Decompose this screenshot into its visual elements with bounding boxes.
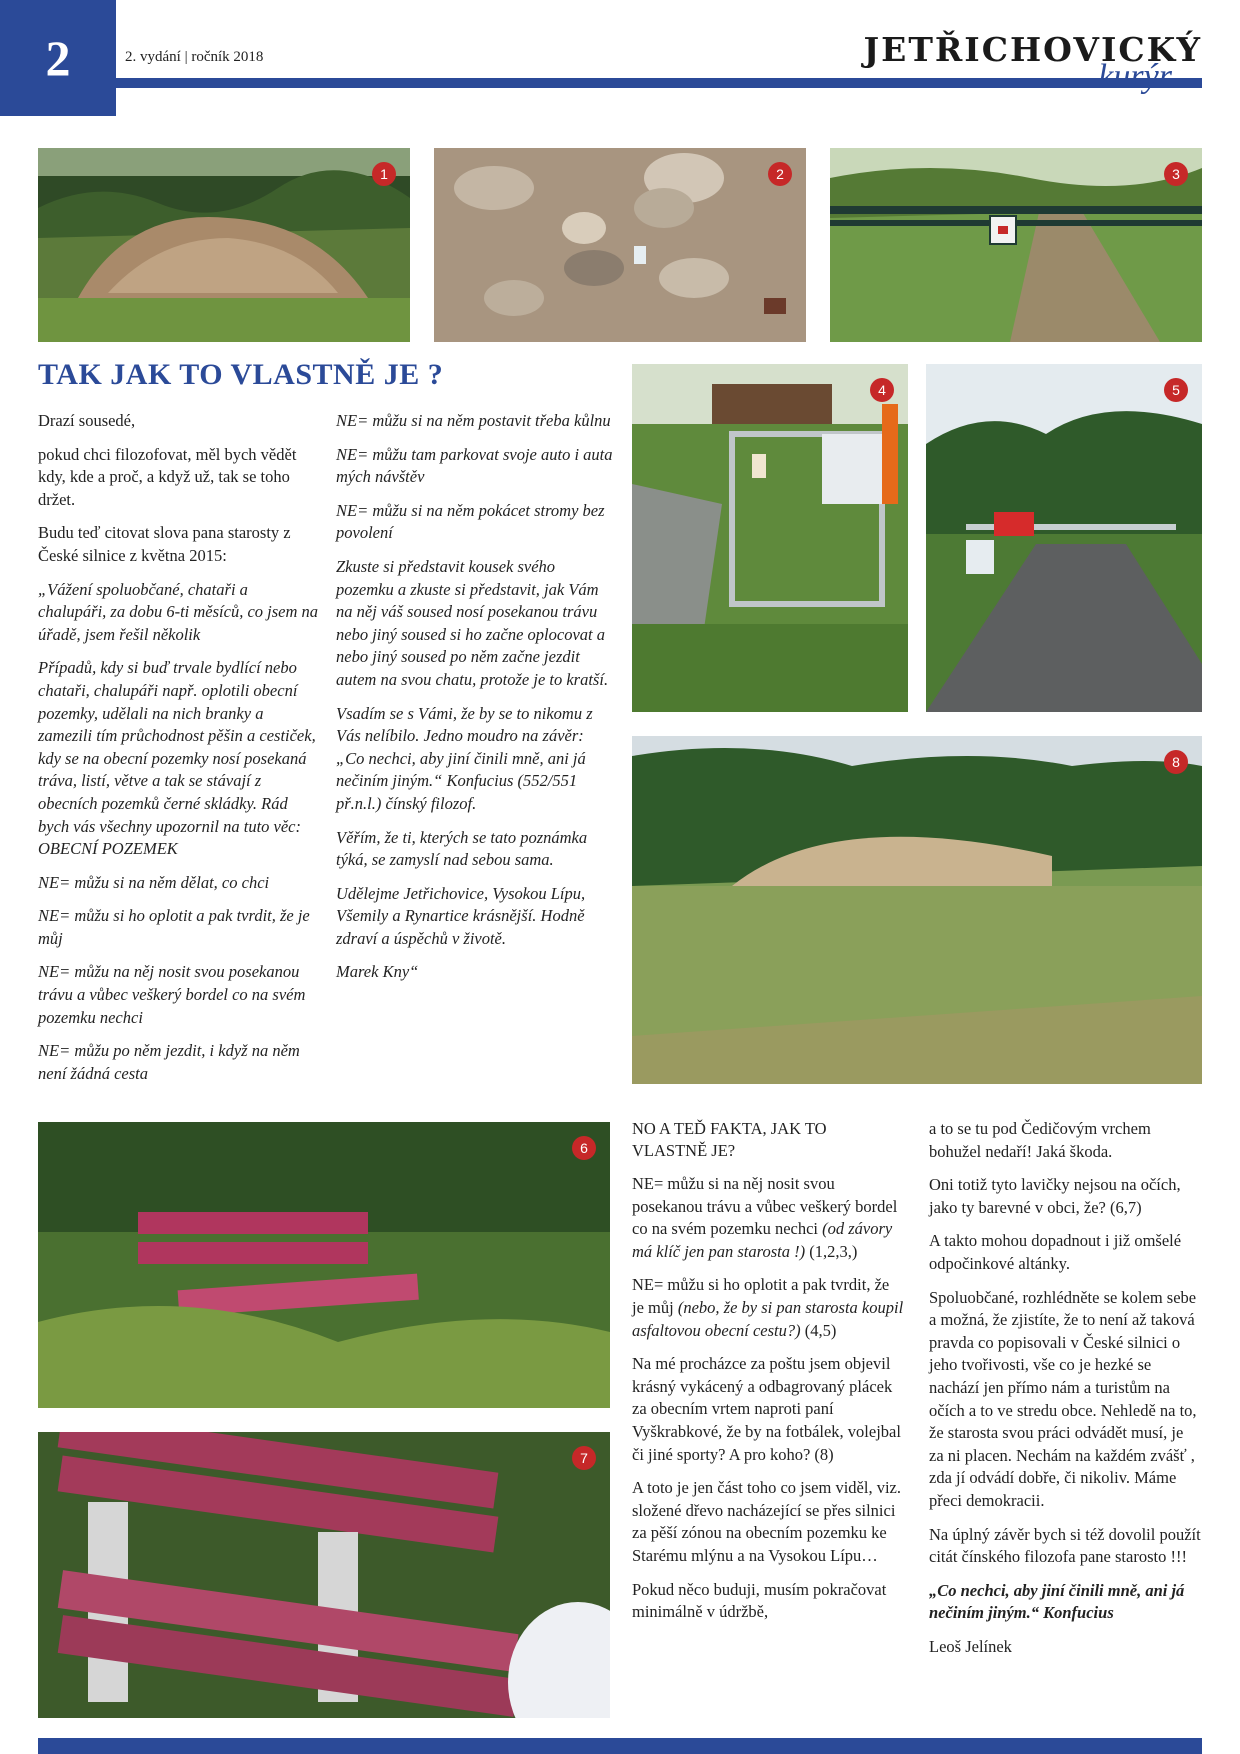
quote-item: NE= můžu si na něm pokácet stromy bez povolení [336,500,605,543]
photo-badge-5: 5 [1164,378,1188,402]
photo-6-bench-grass [38,1122,610,1408]
paragraph-text: NE= můžu si na něj nosit svou posekanou trávu a vůbec veškerý bordel co na svém pozemku nechci [632,1174,898,1239]
photo-2-rubble [434,148,806,342]
paragraph: Spoluobčané, rozhlédněte se kolem sebe a možná, že zjistíte, že to není až taková pravda co popisovali v České silnici o jeho tvořivosti, vše co je hezké se nachází jen přímo nám a turistům na očích a to ve stredu obce. Nehledě na to, že starosta svou práci odvádět musí, je za ni placen. Nechám na každém zvášť , zda jí odvádí dobře, či nikoliv. Máme přeci demokracii. [929,1287,1197,1510]
section-heading: NO A TEĎ FAKTA, JAK TO VLASTNĚ JE? [632,1119,827,1160]
photo-4-fence [632,364,908,712]
photo-badge-4: 4 [870,378,894,402]
quote-item: NE= můžu si na něm postavit třeba kůlnu [336,411,611,430]
photo-badge-2: 2 [768,162,792,186]
photo-badge-6: 6 [572,1136,596,1160]
author-signature: Leoš Jelínek [929,1636,1012,1656]
article1-column-1 [38,410,318,1096]
quote-paragraph: Zkuste si představit kousek svého pozemku a zkuste si představit, jak Vám na něj váš soused nosí posekanou trávu nebo jiný soused si ho začne oplocovat a nebo jiný soused po něm začne jezdit autem na svou chatu, protože je to kratší. [336,556,609,689]
quote-paragraph: Případů, kdy si buď trvale bydlící nebo chataři, chalupáři např. oplotili obecní pozemky, udělali na nich branky a zamezili tím průchodnost pěšin a cestiček, kdy se na obecní pozemky nosí posekaná tráva, listí, větve a tak se stávají z obecních pozemků černé skládky. Rád bych vás všechny upozornil na tuto věc: OBECNÍ POZEMEK [38,658,316,859]
masthead-logo [863,30,1202,95]
photo-3-barrier-gate [830,148,1202,342]
paragraph: A takto mohou dopadnout i již omšelé odpočinkové altánky. [929,1231,1182,1273]
paragraph-text: NE= můžu si ho oplotit a pak tvrdit, že je můj [632,1275,890,1317]
quote-signature: Marek Kny“ [336,962,419,982]
photo-badge-8: 8 [1164,750,1188,774]
photo-7-bench-closeup [38,1432,610,1718]
paragraph [632,1274,904,1342]
salutation: Drazí sousedé, [38,411,136,430]
photo-badge-3: 3 [1164,162,1188,186]
paragraph: Na úplný závěr bych si též dovolil použít citát čínského filozofa pane starosto !!! [929,1524,1201,1567]
photo-reference: (4,5) [800,1320,837,1340]
footer-rule [38,1738,1202,1754]
paragraph: Pokud něco buduji, musím pokračovat minimálně v údržbě, [632,1579,887,1622]
quote-item: NE= můžu tam parkovat svoje auto i auta mých návštěv [336,444,613,487]
quote-paragraph: Udělejme Jetřichovice, Vysokou Lípu, Všemily a Rynartice krásnější. Hodně zdraví a úspěchů v životě. [336,883,586,948]
photo-badge-7: 7 [572,1446,596,1470]
photo-reference: (1,2,3,) [805,1241,858,1261]
masthead-title: JETŘICHOVICKÝ [863,30,1202,69]
quote-item: NE= můžu si ho oplotit a pak tvrdit, že je můj [38,906,310,948]
paragraph: pokud chci filozofovat, měl bych vědět kdy, kde a proč, a když už, tak se toho držet. [38,444,297,509]
photo-1-soil-pile [38,148,410,342]
photo-8-meadow [632,736,1202,1084]
quote-item: NE= můžu na něj nosit svou posekanou trávu a vůbec veškerý bordel co na svém pozemku nechci [38,962,306,1027]
paragraph: Budu teď citovat slova pana starosty z České silnice z května 2015: [38,523,291,565]
page-number: 2 [45,30,71,86]
paragraph: Na mé procházce za poštu jsem objevil krásný vykácený a odbagrovaný plácek za obecním vrtem naproti paní Vyškrabkové, že by na fotbálek, volejbal či jiné sporty? A pro koho? (8) [632,1354,901,1464]
photo-badge-1: 1 [372,162,396,186]
quote-item: NE= můžu po něm jezdit, i když na něm není žádná cesta [38,1041,300,1083]
quote-paragraph: Věřím, že ti, kterých se tato poznámka týká, se zamyslí nad sebou sama. [336,827,588,870]
paragraph-note: (nebo, že by si pan starosta koupil asfaltovou obecní cestu?) [632,1297,904,1340]
article1-column-2 [336,410,616,995]
masthead-subtitle: kurýr [1098,58,1172,95]
issue-info: 2. vydání | ročník 2018 [125,49,264,65]
article2-column-1 [632,1118,904,1635]
quote-paragraph: Vsadím se s Vámi, že by se to nikomu z Vás nelíbilo. Jedno moudro na závěr: „Co nechci, aby jiní činili mně, ani já nečiním jiným.“ Konfucius (552/551 př.n.l.) čínský filozof. [336,703,593,813]
paragraph: Oni totiž tyto lavičky nejsou na očích, jako ty barevné v obci, že? (6,7) [929,1175,1181,1217]
paragraph: A toto je jen část toho co jsem viděl, viz. složené dřevo nacházející se přes silnici za pěší zónou na obecním pozemku ke Starému mlýnu a na Vysokou Lípu… [632,1478,901,1565]
paragraph [632,1173,904,1263]
paragraph: a to se tu pod Čedičovým vrchem bohužel nedaří! Jaká škoda. [929,1119,1151,1161]
page-number-box [0,0,116,116]
closing-quote: „Co nechci, aby jiní činili mně, ani já nečiním jiným.“ Konfucius [929,1580,1185,1623]
paragraph-note: (od závory má klíč jen pan starosta !) [632,1219,893,1261]
article-headline: TAK JAK TO VLASTNĚ JE ? [38,358,444,391]
photo-5-closed-road [926,364,1202,712]
quote-item: NE= můžu si na něm dělat, co chci [38,872,270,892]
article2-column-2 [929,1118,1202,1669]
quote-paragraph: „Vážení spoluobčané, chataři a chalupáři, za dobu 6-ti měsíců, co jsem na úřadě, jsem řešil několik [38,579,319,644]
